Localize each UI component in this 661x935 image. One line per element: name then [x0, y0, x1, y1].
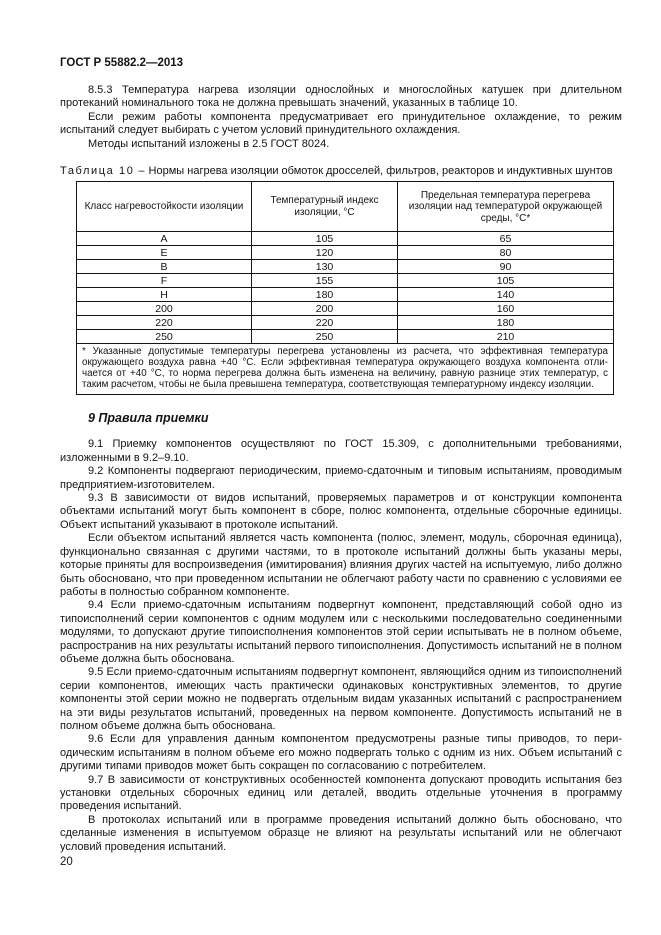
table-cell: B	[77, 260, 252, 274]
table-cell: 140	[398, 288, 614, 302]
table-cell: 250	[252, 330, 398, 344]
table-cell: 65	[398, 232, 614, 246]
paragraph-9-3-continuation: Если объектом испытаний является часть компонента (полюс, элемент, модуль, сборочная единица), функционально связанная с другими частями, то в протоколе испытаний должны быть указаны меры, которые приняты для воспроизведения (имитирования) влияния других частей на испытуемую, либо должно быть обосновано, что при проведенном испытании не облегчают работу части по сравнению с условиями ее работы в полностью собранном компоненте.	[60, 532, 622, 598]
table-caption-dash: –	[138, 165, 145, 178]
table-cell: 80	[398, 246, 614, 260]
table-cell: 250	[77, 330, 252, 344]
paragraph-test-methods: Методы испытаний изложены в 2.5 ГОСТ 8024.	[88, 137, 330, 150]
paragraph-9-3: 9.3 В зависимости от видов испытаний, проверяемых параметров и от конструкции компонента объектами испытаний могут быть компонент в сборе, полюс компонента, отдельные сборочные единицы. Объект испытаний указывают в протоколе испытаний.	[60, 492, 622, 531]
paragraph-9-1: 9.1 Приемку компонентов осуществляют по ГОСТ 15.309, с дополнительными требованиями, изложенными в 9.2–9.10.	[60, 438, 622, 464]
table-row	[77, 330, 614, 344]
table-row	[77, 274, 614, 288]
table-cell: 90	[398, 260, 614, 274]
table-cell: 180	[252, 288, 398, 302]
table-cell: 220	[252, 316, 398, 330]
table-cell: 200	[77, 302, 252, 316]
paragraph-8-5-3: 8.5.3 Температура нагрева изоляции однослойных и многослойных катушек при длительном протеканий номинального тока не должна превышать значений, указанных в таблице 10.	[60, 84, 622, 110]
table-row	[77, 260, 614, 274]
column-header-temperature-index: Температурный индекс изоляции, °С	[252, 182, 398, 232]
table-cell: 105	[398, 274, 614, 288]
document-header: ГОСТ Р 55882.2—2013	[60, 57, 184, 69]
table-footnote: * Указанные допустимые температуры перегрева установлены из расчета, что эффективная температура окружающего воздуха равна +40 °С. Если эффективная температура окружающего воздуха компонента отличается от +40 °С, то норма перегрева должна быть изменена на величину, равную разнице этих температур, с таким расчетом, чтобы не была превышена температура, соответствующая температурному индексу изоляции.	[77, 344, 614, 395]
paragraph-9-7: 9.7 В зависимости от конструктивных особенностей компонента допускают проводить испытания без установки отдельных сборочных единиц или деталей, вводить отдельные уточнения в программу проведения испытаний.	[60, 773, 622, 813]
table-cell: F	[77, 274, 252, 288]
table-caption-text: Нормы нагрева изоляции обмоток дросселей, фильтров, реакторов и индуктивных шунтов	[148, 165, 613, 178]
paragraph-9-7-continuation: В протоколах испытаний или в программе проведения испытаний должно быть обосновано, что сделанные изменения в испытуемом образце не влияют на результаты испытаний или не облегчают условий проведения испытаний.	[60, 813, 622, 853]
table-header-row	[77, 182, 614, 232]
table-caption-label: Таблица 10	[60, 165, 135, 178]
table-cell: 120	[252, 246, 398, 260]
paragraph-9-6: 9.6 Если для управления данным компонентом предусмотрены разные типы приводов, то периодическим испытаниям в полном объеме его можно подвергать только с одним из них. Объем испытаний с другими типами приводов может быть сокращен по согласованию с потребителем.	[60, 733, 622, 773]
table-row	[77, 246, 614, 260]
table-cell: 200	[252, 302, 398, 316]
table-cell: 180	[398, 316, 614, 330]
page-number: 20	[60, 856, 73, 868]
table-caption	[60, 165, 622, 178]
table-cell: A	[77, 232, 252, 246]
table-row	[77, 288, 614, 302]
table-cell: H	[77, 288, 252, 302]
paragraph-cooling: Если режим работы компонента предусматривает его принудительное охлаждение, то режим испытаний следует выбирать с учетом условий принудительного охлаждения.	[60, 110, 622, 137]
section-9-heading: 9 Правила приемки	[88, 411, 209, 426]
table-cell: 220	[77, 316, 252, 330]
table-cell: 105	[252, 232, 398, 246]
table-row	[77, 302, 614, 316]
paragraph-9-4: 9.4 Если приемо-сдаточным испытаниям подвергнут компонент, представляющий собой одно из типоисполнений серии компонентов с одним модулем или с несколькими последовательно соединенными модулями, то допускают другие типоисполнения компонентов этой серии испытывать не в полном объеме, распространив на них результаты испытаний первого типоисполнения. Допустимость испытаний не в полном объеме должна быть обоснована.	[60, 599, 622, 665]
table-cell: 160	[398, 302, 614, 316]
paragraph-9-5: 9.5 Если приемо-сдаточным испытаниям подвергнут компонент, являющийся одним из типоисполнений серии компонентов, имеющих часть практически одинаковых конструктивных элементов, то другие компоненты этой серии можно не подвергать отдельным видам указанных испытаний с распространением на эти виды результатов испытаний, проведенных на первом компоненте. Допустимость испытаний не в полном объеме должна быть обоснована.	[60, 666, 622, 732]
table-row	[77, 316, 614, 330]
table-cell: 210	[398, 330, 614, 344]
table-cell: E	[77, 246, 252, 260]
table-cell: 155	[252, 274, 398, 288]
table-10	[76, 181, 614, 395]
paragraph-9-2: 9.2 Компоненты подвергают периодическим, приемо-сдаточным и типовым испытаниям, проводимым предприятием-изготовителем.	[60, 465, 622, 491]
table-cell: 130	[252, 260, 398, 274]
table-footnote-row	[77, 344, 614, 395]
column-header-insulation-class: Класс нагревостойкости изоляции	[77, 182, 252, 232]
column-header-overheat-limit: Предельная температура перегрева изоляции над температурой окружающей среды, °С*	[398, 182, 614, 232]
table-row	[77, 232, 614, 246]
